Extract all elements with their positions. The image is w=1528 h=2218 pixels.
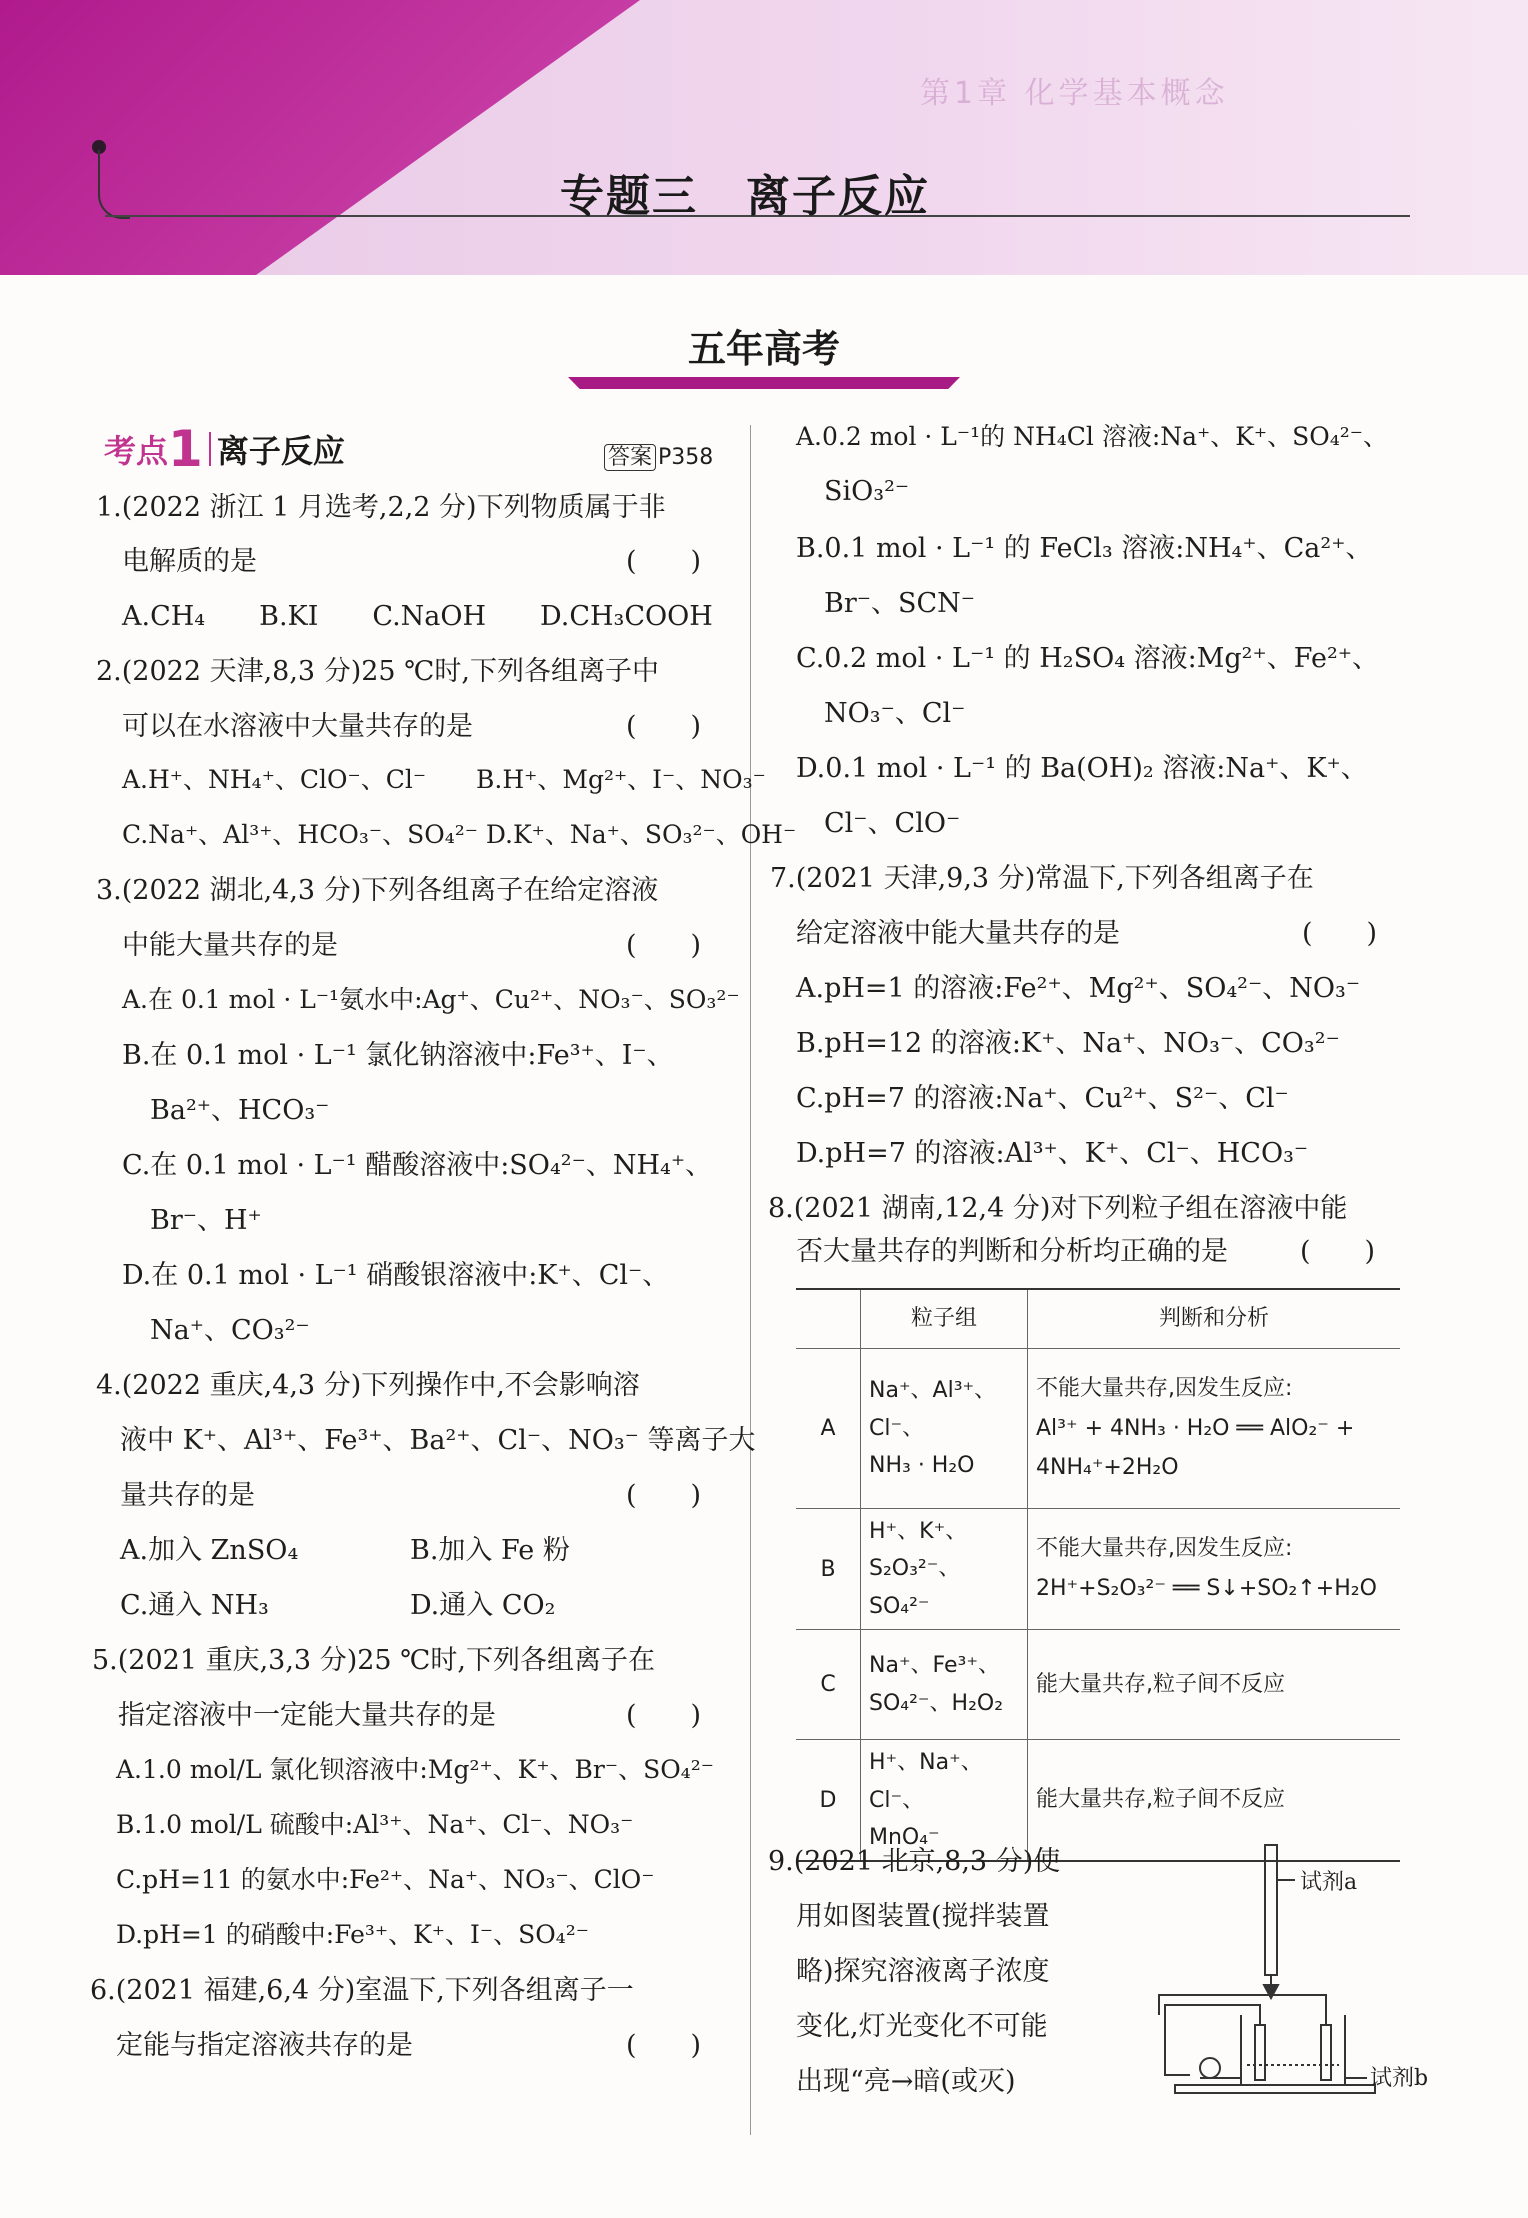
q8-line1: 8.(2021 湖南,12,4 分)对下列粒子组在溶液中能 [768, 1193, 1348, 1224]
q6-line1: 6.(2021 福建,6,4 分)室温下,下列各组离子一 [90, 1975, 634, 2006]
table-header-blank [796, 1289, 861, 1349]
banner-hook-line [98, 150, 130, 219]
q3-option-d2: Na⁺、CO₃²⁻ [150, 1315, 310, 1346]
q2-options-1: A.H⁺、NH₄⁺、ClO⁻、Cl⁻ B.H⁺、Mg²⁺、I⁻、NO₃⁻ [122, 765, 766, 794]
q9-line1: 9.(2021 北京,8,3 分)使 [768, 1846, 1061, 1877]
row-group-line2: SO₄²⁻、H₂O₂ [869, 1690, 1004, 1716]
q6-option-b1: B.0.1 mol · L⁻¹ 的 FeCl₃ 溶液:NH₄⁺、Ca²⁺、 [796, 533, 1373, 564]
row-judge [1028, 1509, 1401, 1630]
chapter-title-number: 专题三 [560, 171, 698, 222]
row-judge-line1: 不能大量共存,因发生反应: [1036, 1376, 1293, 1402]
row-group-line1: Na⁺、Fe³⁺、 [869, 1653, 1000, 1679]
q9-line5: 出现“亮→暗(或灭) [796, 2066, 1016, 2097]
row-judge [1028, 1349, 1401, 1509]
q8-answer-paren: ( ) [1300, 1236, 1376, 1267]
lamp-icon [1200, 2058, 1220, 2078]
q4-option-c: C.通入 NH₃ [120, 1590, 269, 1621]
q1-line1: 1.(2022 浙江 1 月选考,2,2 分)下列物质属于非 [96, 492, 666, 523]
kaodian-heading [104, 420, 345, 478]
column-divider [750, 425, 751, 2135]
q8-table [796, 1288, 1400, 1862]
q6-option-b2: Br⁻、SCN⁻ [824, 588, 976, 619]
q5-option-d: D.pH=1 的硝酸中:Fe³⁺、K⁺、I⁻、SO₄²⁻ [116, 1920, 589, 1949]
table-row [796, 1349, 1400, 1509]
q6-option-a1: A.0.2 mol · L⁻¹的 NH₄Cl 溶液:Na⁺、K⁺、SO₄²⁻、 [796, 422, 1388, 451]
row-group-line1: Na⁺、Al³⁺、Cl⁻、 [869, 1378, 997, 1441]
q2-line2: 可以在水溶液中大量共存的是 [122, 711, 473, 742]
q3-option-b1: B.在 0.1 mol · L⁻¹ 氯化钠溶液中:Fe³⁺、I⁻、 [122, 1040, 674, 1071]
kaodian-label: 考点 [104, 432, 169, 470]
q2-line1: 2.(2022 天津,8,3 分)25 ℃时,下列各组离子中 [96, 656, 659, 687]
q6-answer-paren: ( ) [626, 2030, 702, 2061]
q1-options: A.CH₄ B.KI C.NaOH D.CH₃COOH [122, 601, 713, 632]
q7-option-c: C.pH=7 的溶液:Na⁺、Cu²⁺、S²⁻、Cl⁻ [796, 1083, 1289, 1114]
q5-option-a: A.1.0 mol/L 氯化钡溶液中:Mg²⁺、K⁺、Br⁻、SO₄²⁻ [116, 1755, 714, 1784]
q6-option-c1: C.0.2 mol · L⁻¹ 的 H₂SO₄ 溶液:Mg²⁺、Fe²⁺、 [796, 643, 1380, 674]
apparatus-diagram [1145, 1840, 1425, 2100]
q2-answer-paren: ( ) [626, 711, 702, 742]
q7-option-d: D.pH=7 的溶液:Al³⁺、K⁺、Cl⁻、HCO₃⁻ [796, 1138, 1309, 1169]
table-row [796, 1509, 1400, 1630]
q3-answer-paren: ( ) [626, 930, 702, 961]
q7-option-a: A.pH=1 的溶液:Fe²⁺、Mg²⁺、SO₄²⁻、NO₃⁻ [796, 973, 1361, 1004]
row-judge: 能大量共存,粒子间不反应 [1028, 1740, 1401, 1862]
row-group-line2: MnO₄⁻ [869, 1824, 940, 1850]
row-group-line1: H⁺、Na⁺、Cl⁻、 [869, 1750, 983, 1813]
q6-option-c2: NO₃⁻、Cl⁻ [824, 698, 966, 729]
q3-option-a: A.在 0.1 mol · L⁻¹氨水中:Ag⁺、Cu²⁺、NO₃⁻、SO₃²⁻ [122, 985, 740, 1014]
q6-line2: 定能与指定溶液共存的是 [116, 2030, 413, 2061]
q5-answer-paren: ( ) [626, 1700, 702, 1731]
q3-line1: 3.(2022 湖北,4,3 分)下列各组离子在给定溶液 [96, 875, 659, 906]
q9-line3: 略)探究溶液离子浓度 [796, 1956, 1050, 1987]
q9-line2: 用如图装置(搅拌装置 [796, 1901, 1050, 1932]
q5-line1: 5.(2021 重庆,3,3 分)25 ℃时,下列各组离子在 [92, 1645, 655, 1676]
q8-line2: 否大量共存的判断和分析均正确的是 [796, 1236, 1228, 1267]
kaodian-name: 离子反应 [216, 432, 345, 470]
q5-line2: 指定溶液中一定能大量共存的是 [118, 1700, 496, 1731]
row-label: D [796, 1740, 861, 1862]
section-title: 五年高考 [687, 327, 840, 371]
row-group [861, 1630, 1028, 1740]
q4-line3: 量共存的是 [120, 1480, 255, 1511]
q7-answer-paren: ( ) [1302, 918, 1378, 949]
q7-line2: 给定溶液中能大量共存的是 [796, 918, 1120, 949]
kaodian-number: 1 [168, 420, 203, 478]
q4-line2: 液中 K⁺、Al³⁺、Fe³⁺、Ba²⁺、Cl⁻、NO₃⁻ 等离子大 [120, 1425, 756, 1456]
row-label: A [796, 1349, 861, 1509]
row-group-line2: NH₃ · H₂O [869, 1453, 975, 1479]
q6-option-d1: D.0.1 mol · L⁻¹ 的 Ba(OH)₂ 溶液:Na⁺、K⁺、 [796, 753, 1368, 784]
row-judge: 能大量共存,粒子间不反应 [1028, 1630, 1401, 1740]
q6-option-a2: SiO₃²⁻ [824, 476, 910, 507]
row-judge-line2: 2H⁺+S₂O₃²⁻ ══ S↓+SO₂↑+H₂O [1036, 1576, 1377, 1602]
q3-option-b2: Ba²⁺、HCO₃⁻ [150, 1095, 330, 1126]
answer-box: 答案 [604, 444, 656, 471]
table-header-row [796, 1289, 1400, 1349]
q5-option-b: B.1.0 mol/L 硫酸中:Al³⁺、Na⁺、Cl⁻、NO₃⁻ [116, 1810, 634, 1839]
q7-option-b: B.pH=12 的溶液:K⁺、Na⁺、NO₃⁻、CO₃²⁻ [796, 1028, 1340, 1059]
q4-option-a: A.加入 ZnSO₄ [120, 1535, 299, 1566]
row-group-line2: SO₄²⁻ [869, 1593, 930, 1619]
row-group [861, 1740, 1028, 1862]
q1-answer-paren: ( ) [626, 546, 702, 577]
q4-answer-paren: ( ) [626, 1480, 702, 1511]
burette-icon [1265, 1845, 1277, 1975]
banner-faded-text: 第1章 化学基本概念 [920, 76, 1229, 111]
row-group-line1: H⁺、K⁺、S₂O₃²⁻、 [869, 1519, 968, 1582]
table-header-judge: 判断和分析 [1028, 1289, 1401, 1349]
answer-page: P358 [658, 445, 714, 470]
q4-option-d: D.通入 CO₂ [410, 1590, 556, 1621]
q5-option-c: C.pH=11 的氨水中:Fe²⁺、Na⁺、NO₃⁻、ClO⁻ [116, 1865, 655, 1894]
q4-line1: 4.(2022 重庆,4,3 分)下列操作中,不会影响溶 [96, 1370, 640, 1401]
q3-option-c2: Br⁻、H⁺ [150, 1205, 262, 1236]
reagent-a-label: 试剂a [1300, 1870, 1358, 1895]
chapter-title-name: 离子反应 [746, 171, 930, 222]
q6-option-d2: Cl⁻、ClO⁻ [824, 808, 961, 839]
q3-option-d1: D.在 0.1 mol · L⁻¹ 硝酸银溶液中:K⁺、Cl⁻、 [122, 1260, 670, 1291]
row-label: C [796, 1630, 861, 1740]
row-label: B [796, 1509, 861, 1630]
reagent-b-label: 试剂b [1370, 2066, 1429, 2091]
row-judge-line1: 不能大量共存,因发生反应: [1036, 1536, 1293, 1562]
chapter-title [560, 160, 930, 224]
answer-reference[interactable] [604, 440, 713, 471]
q9-line4: 变化,灯光变化不可能 [796, 2011, 1048, 2042]
row-judge-line3: 4NH₄⁺+2H₂O [1036, 1455, 1179, 1481]
q3-line2: 中能大量共存的是 [122, 930, 338, 961]
q1-line2: 电解质的是 [122, 546, 257, 577]
table-row [796, 1630, 1400, 1740]
q2-options-2: C.Na⁺、Al³⁺、HCO₃⁻、SO₄²⁻ D.K⁺、Na⁺、SO₃²⁻、OH⁻ [122, 820, 797, 849]
row-group [861, 1509, 1028, 1630]
table-header-group: 粒子组 [861, 1289, 1028, 1349]
q4-option-b: B.加入 Fe 粉 [410, 1535, 570, 1566]
q3-option-c1: C.在 0.1 mol · L⁻¹ 醋酸溶液中:SO₄²⁻、NH₄⁺、 [122, 1150, 713, 1181]
section-title-bar [568, 377, 960, 389]
q7-line1: 7.(2021 天津,9,3 分)常温下,下列各组离子在 [770, 863, 1314, 894]
row-judge-line2: Al³⁺ + 4NH₃ · H₂O ══ AlO₂⁻ + [1036, 1415, 1355, 1441]
row-group [861, 1349, 1028, 1509]
